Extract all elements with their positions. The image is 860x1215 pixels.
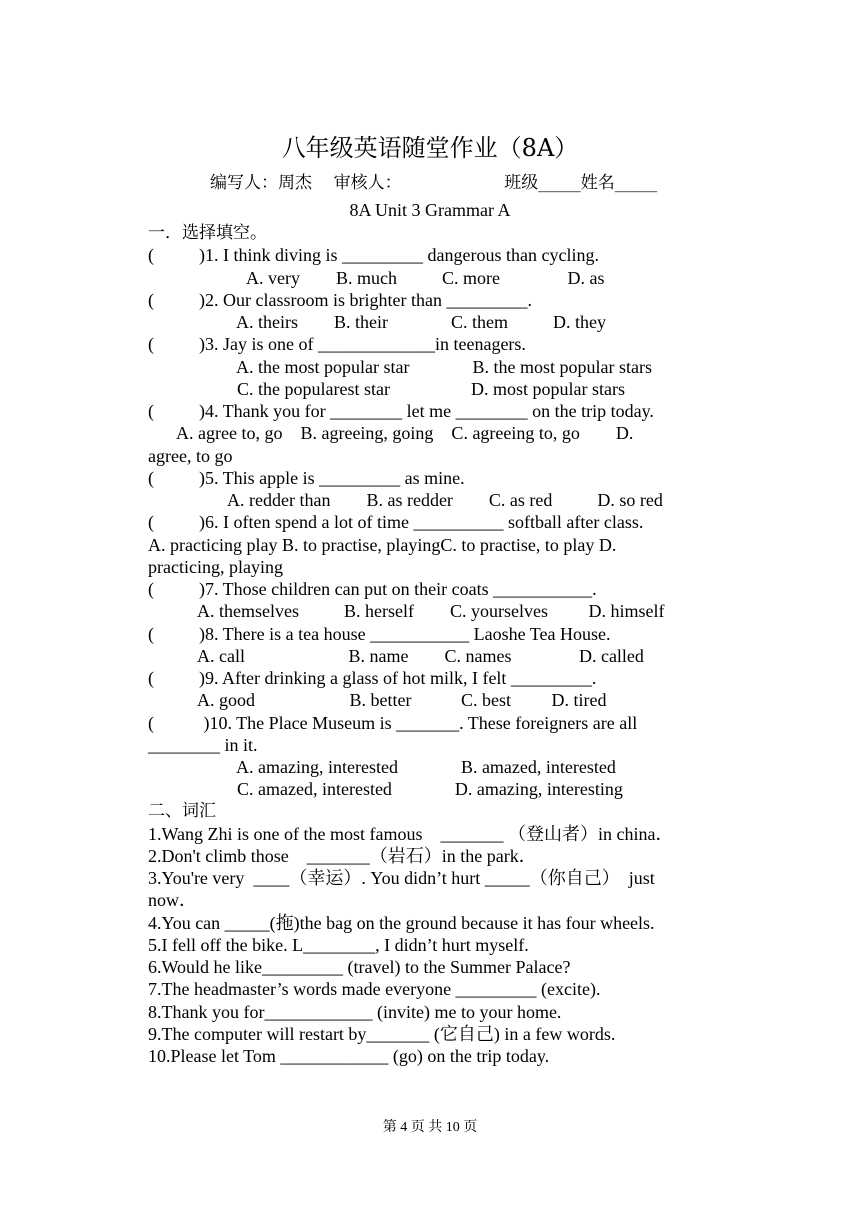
question-options: A. the most popular star B. the most popular stars bbox=[236, 357, 652, 377]
vocab-item: now． bbox=[148, 890, 197, 910]
question-options: A. theirs B. their C. them D. they bbox=[236, 312, 606, 332]
question-options: C. the popularest star D. most popular stars bbox=[237, 379, 625, 399]
vocab-item: 4.You can _____(拖)the bag on the ground because it has four wheels. bbox=[148, 913, 655, 933]
vocab-item: 1.Wang Zhi is one of the most famous _______ （登山者）in china． bbox=[148, 824, 674, 844]
vocab-item: 3.You're very ____（幸运）. You didn’t hurt _____（你自己） just bbox=[148, 868, 655, 888]
vocab-item: 5.I fell off the bike. L________, I didn’t hurt myself. bbox=[148, 935, 529, 955]
question-stem: ( )5. This apple is _________ as mine. bbox=[148, 468, 465, 488]
question-options: A. themselves B. herself C. yourselves D. himself bbox=[197, 601, 665, 621]
section-heading-vocabulary: 二、词汇 bbox=[148, 801, 216, 821]
question-options: ________ in it. bbox=[148, 735, 258, 755]
question-stem: ( )1. I think diving is _________ dangerous than cycling. bbox=[148, 245, 599, 265]
question-options: A. agree to, go B. agreeing, going C. agreeing to, go D. bbox=[176, 423, 634, 443]
vocab-item: 10.Please let Tom ____________ (go) on the trip today. bbox=[148, 1046, 550, 1066]
question-stem: ( )10. The Place Museum is _______. These foreigners are all bbox=[148, 713, 638, 733]
question-stem: ( )3. Jay is one of _____________in teenagers. bbox=[148, 334, 526, 354]
question-options: C. amazed, interested D. amazing, interesting bbox=[237, 779, 623, 799]
question-options: A. call B. name C. names D. called bbox=[197, 646, 644, 666]
question-stem: ( )8. There is a tea house ___________ Laoshe Tea House. bbox=[148, 624, 611, 644]
question-options: A. practicing play B. to practise, playingC. to practise, to play D. bbox=[148, 535, 617, 555]
vocab-item: 7.The headmaster’s words made everyone _________ (excite). bbox=[148, 979, 601, 999]
page-title: 八年级英语随堂作业（8A） bbox=[281, 134, 579, 162]
vocab-item: 8.Thank you for____________ (invite) me to your home. bbox=[148, 1002, 562, 1022]
vocab-item: 9.The computer will restart by_______ (它自己) in a few words. bbox=[148, 1024, 616, 1044]
question-stem: ( )9. After drinking a glass of hot milk, I felt _________. bbox=[148, 668, 597, 688]
question-options: A. good B. better C. best D. tired bbox=[197, 690, 607, 710]
question-options: practicing, playing bbox=[148, 557, 283, 577]
question-options: A. amazing, interested B. amazed, interested bbox=[236, 757, 616, 777]
question-stem: ( )6. I often spend a lot of time __________ softball after class. bbox=[148, 512, 644, 532]
question-stem: ( )4. Thank you for ________ let me ________ on the trip today. bbox=[148, 401, 654, 421]
question-stem: ( )2. Our classroom is brighter than _________. bbox=[148, 290, 532, 310]
question-options: agree, to go bbox=[148, 446, 233, 466]
page-number-footer: 第 4 页 共 10 页 bbox=[382, 1120, 478, 1135]
author-line: 编写人：周杰 审核人： 班级_____姓名_____ bbox=[210, 173, 658, 193]
section-heading-choice: 一．选择填空。 bbox=[148, 223, 267, 243]
question-options: A. very B. much C. more D. as bbox=[246, 268, 605, 288]
vocab-item: 2.Don't climb those _______（岩石）in the park． bbox=[148, 846, 537, 866]
question-options: A. redder than B. as redder C. as red D. so red bbox=[227, 490, 663, 510]
unit-subtitle: 8A Unit 3 Grammar A bbox=[349, 200, 511, 220]
vocab-item: 6.Would he like_________ (travel) to the Summer Palace? bbox=[148, 957, 571, 977]
question-stem: ( )7. Those children can put on their coats ___________. bbox=[148, 579, 597, 599]
